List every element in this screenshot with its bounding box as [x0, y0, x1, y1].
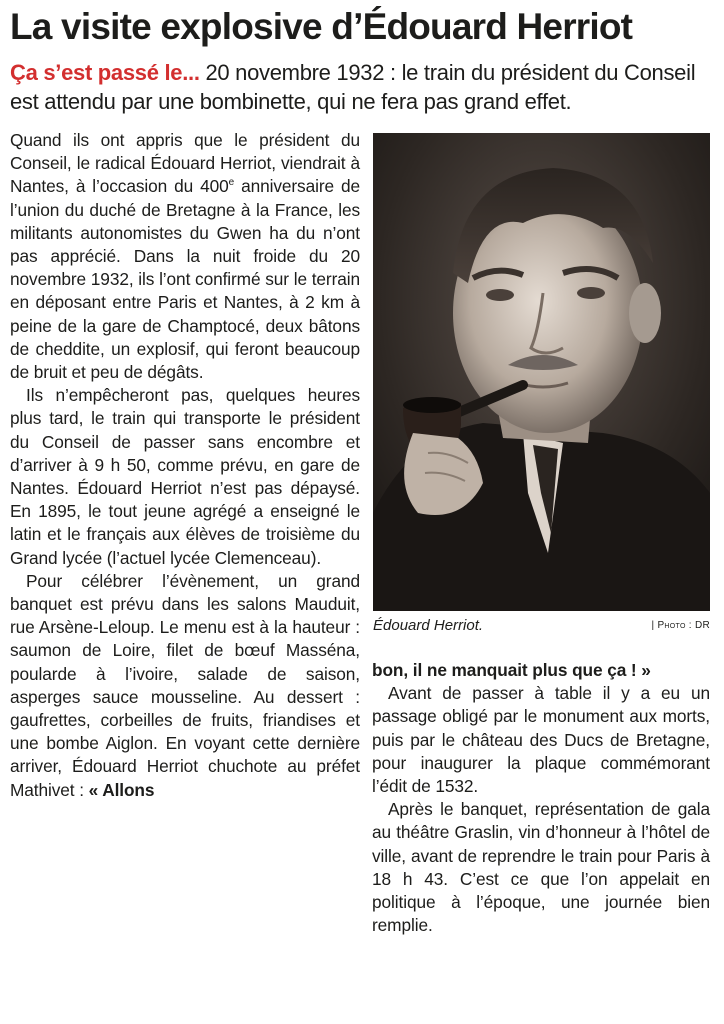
- paragraph-1-end: anniversaire de l’union du duché de Bretagne à la France, les militants autonomistes du Gwen ha du n’ont pas apprécié. Dans la nuit froide du 20 novembre 1932, ils l’ont confirmé sur le terrain en déposant entre Paris et Nantes, à 2 km à peine de la gare de Champtocé, deux bâtons de cheddite, un explosif, qui feront beaucoup de bruit et peu de dégâts.: [10, 176, 360, 383]
- photo-credit: | Photo : DR: [651, 620, 710, 631]
- portrait-photo: [373, 133, 710, 611]
- intro: [10, 58, 716, 116]
- article-column-right: [372, 659, 710, 937]
- photo-caption: [373, 617, 710, 641]
- intro-text: 20 novembre 1932 : le train du président du Conseil est attendu par une bombinette, qui ne fera pas grand effet.: [10, 60, 696, 114]
- article-column-left: [10, 129, 360, 802]
- headline: La visite explosive d’Édouard Herriot: [10, 6, 633, 47]
- portrait-image: [373, 133, 710, 611]
- quote-start: « Allons: [88, 779, 155, 800]
- intro-kicker: Ça s’est passé le...: [10, 60, 200, 85]
- quote-end: bon, il ne manquait plus que ça ! »: [372, 660, 651, 680]
- paragraph-1-start: Quand ils ont appris que le président du Conseil, le radical Édouard Herriot, viendrait à Nantes, à l’occasion du 400: [10, 130, 360, 197]
- paragraph-5: Après le banquet, représentation de gala au théâtre Graslin, vin d’honneur à l’hôtel de ville, avant de reprendre le train pour Paris à 18 h 43. C’est ce que l’on appelait en politique à l’époque, une journée bien remplie.: [372, 799, 710, 936]
- ordinal-suffix: e: [228, 177, 235, 189]
- paragraph-4: Avant de passer à table il y a eu un passage obligé par le monument aux morts, puis par le château des Ducs de Bretagne, pour inaugurer la plaque commémorant l’édit de 1532.: [372, 683, 710, 797]
- paragraph-3: [10, 570, 360, 802]
- paragraph-2: Ils n’empêcheront pas, quelques heures plus tard, le train qui transporte le président du Conseil de passer sans encombre et d’arriver à 9 h 50, comme prévu, en gare de Nantes. Édouard Herriot n’est pas dépaysé. En 1895, le tout jeune agrégé a enseigné le latin et le français aux élèves de troisième du Grand lycée (l’actuel lycée Clemenceau).: [10, 385, 360, 568]
- caption-text: Édouard Herriot.: [373, 617, 484, 634]
- paragraph-1: [10, 129, 360, 384]
- paragraph-3-text: Pour célébrer l’évènement, un grand banquet est prévu dans les salons Mauduit, rue Arsène-Leloup. Le menu est à la hauteur : saumon de Loire, filet de bœuf Masséna, poularde à l’ivoire, salade de saison, asperges sauce mousseline. Au dessert : gaufrettes, corbeilles de fruits, friandises et une bombe Aiglon. En voyant cette dernière arriver, Édouard Herriot chuchote au préfet Mathivet :: [10, 570, 360, 800]
